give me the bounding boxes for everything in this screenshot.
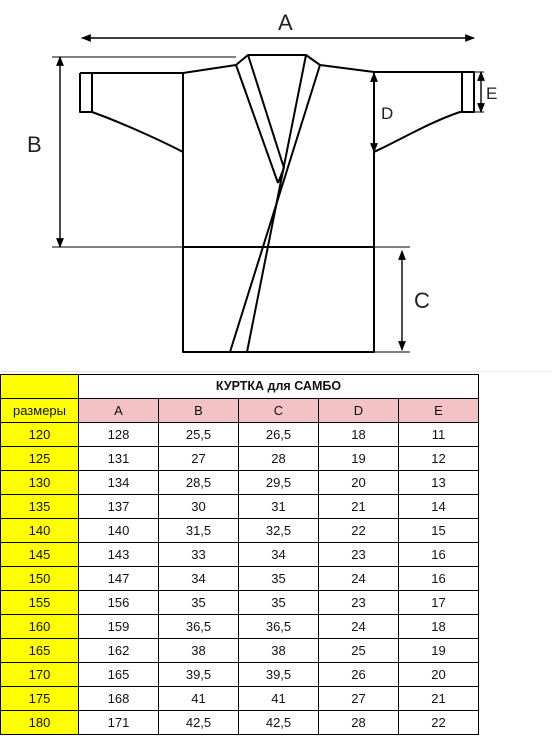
measurement-cell: 20 xyxy=(399,663,479,687)
measurement-cell: 25 xyxy=(319,639,399,663)
measurement-cell: 22 xyxy=(399,711,479,735)
column-header-e: E xyxy=(399,399,479,423)
size-cell: 140 xyxy=(1,519,79,543)
measurement-cell: 41 xyxy=(239,687,319,711)
label-a: A xyxy=(278,10,293,35)
dimension-d xyxy=(374,73,393,152)
table-row xyxy=(1,591,479,615)
column-header-b: B xyxy=(159,399,239,423)
measurement-cell: 156 xyxy=(79,591,159,615)
measurement-cell: 131 xyxy=(79,447,159,471)
measurement-cell: 14 xyxy=(399,495,479,519)
measurement-cell: 171 xyxy=(79,711,159,735)
measurement-cell: 168 xyxy=(79,687,159,711)
measurement-cell: 35 xyxy=(239,567,319,591)
measurement-cell: 24 xyxy=(319,567,399,591)
size-cell: 165 xyxy=(1,639,79,663)
measurement-cell: 21 xyxy=(319,495,399,519)
measurement-cell: 11 xyxy=(399,423,479,447)
size-cell: 170 xyxy=(1,663,79,687)
column-header-d: D xyxy=(319,399,399,423)
size-table xyxy=(0,374,479,735)
measurement-cell: 13 xyxy=(399,471,479,495)
label-c: C xyxy=(414,288,430,313)
measurement-cell: 24 xyxy=(319,615,399,639)
label-b: B xyxy=(27,132,42,157)
dimension-c xyxy=(374,247,430,352)
measurement-cell: 41 xyxy=(159,687,239,711)
measurement-cell: 19 xyxy=(399,639,479,663)
table-row xyxy=(1,615,479,639)
size-cell: 160 xyxy=(1,615,79,639)
size-cell: 145 xyxy=(1,543,79,567)
measurement-cell: 36,5 xyxy=(239,615,319,639)
measurement-cell: 159 xyxy=(79,615,159,639)
measurement-cell: 35 xyxy=(239,591,319,615)
dimension-e xyxy=(474,72,497,112)
measurement-cell: 29,5 xyxy=(239,471,319,495)
table-row xyxy=(1,567,479,591)
measurement-cell: 143 xyxy=(79,543,159,567)
measurement-cell: 16 xyxy=(399,543,479,567)
measurement-cell: 27 xyxy=(319,687,399,711)
measurement-cell: 42,5 xyxy=(239,711,319,735)
measurement-cell: 17 xyxy=(399,591,479,615)
column-header-c: C xyxy=(239,399,319,423)
measurement-cell: 165 xyxy=(79,663,159,687)
measurement-cell: 20 xyxy=(319,471,399,495)
measurement-cell: 36,5 xyxy=(159,615,239,639)
dimension-a xyxy=(82,10,474,38)
measurement-cell: 147 xyxy=(79,567,159,591)
column-header-a: A xyxy=(79,399,159,423)
size-cell: 150 xyxy=(1,567,79,591)
table-corner xyxy=(1,375,79,399)
measurement-cell: 39,5 xyxy=(239,663,319,687)
measurement-cell: 134 xyxy=(79,471,159,495)
measurement-cell: 28,5 xyxy=(159,471,239,495)
measurement-cell: 33 xyxy=(159,543,239,567)
measurement-cell: 26,5 xyxy=(239,423,319,447)
table-title-row xyxy=(1,375,479,399)
measurement-cell: 30 xyxy=(159,495,239,519)
measurement-cell: 27 xyxy=(159,447,239,471)
measurement-cell: 38 xyxy=(239,639,319,663)
measurement-cell: 21 xyxy=(399,687,479,711)
measurement-cell: 34 xyxy=(239,543,319,567)
sizes-column-header: размеры xyxy=(1,399,79,423)
measurement-cell: 19 xyxy=(319,447,399,471)
size-cell: 155 xyxy=(1,591,79,615)
measurement-cell: 34 xyxy=(159,567,239,591)
size-cell: 120 xyxy=(1,423,79,447)
measurement-cell: 16 xyxy=(399,567,479,591)
table-row xyxy=(1,639,479,663)
measurement-cell: 18 xyxy=(399,615,479,639)
table-row xyxy=(1,519,479,543)
table-row xyxy=(1,663,479,687)
measurement-cell: 26 xyxy=(319,663,399,687)
measurement-cell: 12 xyxy=(399,447,479,471)
label-e: E xyxy=(486,84,498,103)
jacket-measurement-diagram xyxy=(0,0,552,372)
measurement-cell: 140 xyxy=(79,519,159,543)
measurement-cell: 31 xyxy=(239,495,319,519)
measurement-cell: 137 xyxy=(79,495,159,519)
measurement-cell: 42,5 xyxy=(159,711,239,735)
measurement-cell: 28 xyxy=(319,711,399,735)
table-header-row xyxy=(1,399,479,423)
measurement-cell: 35 xyxy=(159,591,239,615)
dimension-b xyxy=(27,57,236,247)
table-row xyxy=(1,471,479,495)
label-d: D xyxy=(381,104,394,123)
measurement-cell: 39,5 xyxy=(159,663,239,687)
measurement-cell: 18 xyxy=(319,423,399,447)
measurement-cell: 31,5 xyxy=(159,519,239,543)
size-cell: 130 xyxy=(1,471,79,495)
measurement-cell: 25,5 xyxy=(159,423,239,447)
size-cell: 175 xyxy=(1,687,79,711)
measurement-cell: 128 xyxy=(79,423,159,447)
table-row xyxy=(1,543,479,567)
table-row xyxy=(1,711,479,735)
size-cell: 180 xyxy=(1,711,79,735)
measurement-cell: 38 xyxy=(159,639,239,663)
table-row xyxy=(1,495,479,519)
table-row xyxy=(1,423,479,447)
measurement-cell: 15 xyxy=(399,519,479,543)
measurement-cell: 23 xyxy=(319,591,399,615)
size-cell: 135 xyxy=(1,495,79,519)
measurement-cell: 28 xyxy=(239,447,319,471)
table-title: КУРТКА для САМБО xyxy=(79,375,479,399)
measurement-cell: 23 xyxy=(319,543,399,567)
size-cell: 125 xyxy=(1,447,79,471)
measurement-cell: 22 xyxy=(319,519,399,543)
table-row xyxy=(1,687,479,711)
measurement-cell: 32,5 xyxy=(239,519,319,543)
table-row xyxy=(1,447,479,471)
measurement-cell: 162 xyxy=(79,639,159,663)
